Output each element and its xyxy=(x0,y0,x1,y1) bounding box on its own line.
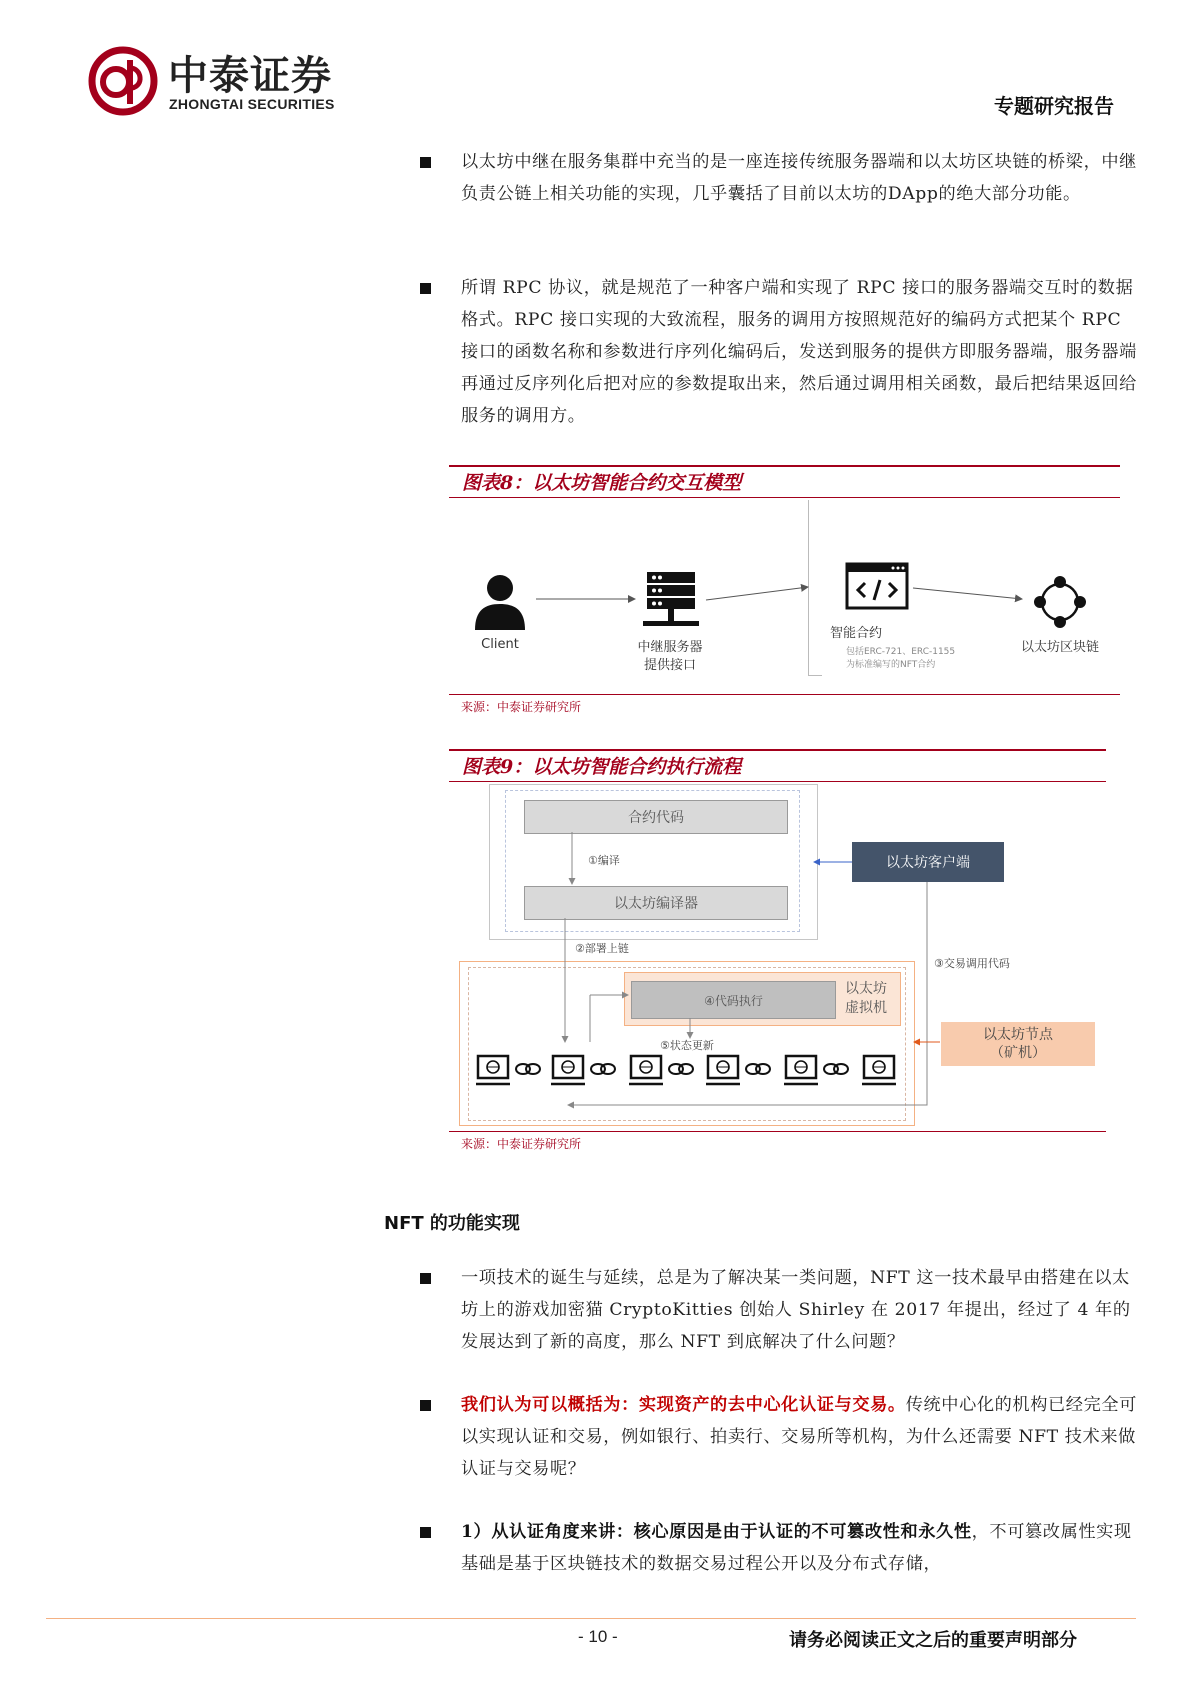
paragraph xyxy=(461,1516,1137,1580)
flow-arrows xyxy=(530,575,1060,615)
block-icon xyxy=(706,1056,740,1084)
contract-label: 智能合约 xyxy=(830,626,883,641)
contract-note: 包括ERC-721、ERC-1155 xyxy=(846,647,956,657)
blockchain-row xyxy=(476,1052,902,1088)
bullet-icon xyxy=(420,1273,431,1284)
logo-emblem-icon xyxy=(88,46,158,116)
client-label: Client xyxy=(481,637,519,652)
bullet-icon xyxy=(420,1527,431,1538)
block-icon xyxy=(629,1056,663,1084)
body-text: ，不可篡改属性实现基础是基于区块链技术的数据交易过程公开以及分布式存储， xyxy=(461,1522,1132,1574)
page-number: - 10 - xyxy=(578,1627,618,1646)
node-label-line: 以太坊节点 xyxy=(983,1027,1053,1043)
bullet-icon xyxy=(420,283,431,294)
relay-label: 中继服务器 xyxy=(637,640,703,655)
highlight-text: 我们认为可以概括为：实现资产的去中心化认证与交易。 xyxy=(461,1395,906,1415)
block-icon xyxy=(784,1056,818,1084)
contract-code-box: 合约代码 xyxy=(524,800,788,834)
figure-source: 来源：中泰证券研究所 xyxy=(461,700,582,714)
body-text: 传统中心化的机构已经完全可以实现认证和交易，例如银行、拍卖行、交易所等机构，为什么还需要 NFT 技术来做认证与交易呢？ xyxy=(461,1395,1137,1479)
figure-rule xyxy=(449,465,1120,467)
figure-rule xyxy=(449,694,1120,695)
footer-note: 请务必阅读正文之后的重要声明部分 xyxy=(789,1630,1077,1651)
contract-note: 为标准编写的NFT合约 xyxy=(846,660,936,670)
figure-rule xyxy=(449,1131,1106,1132)
logo-text-en: ZHONGTAI SECURITIES xyxy=(169,96,335,112)
section-title: NFT 的功能实现 xyxy=(384,1213,520,1234)
figure-source: 来源：中泰证券研究所 xyxy=(461,1137,582,1151)
company-logo xyxy=(88,44,358,122)
node-label-line: （矿机） xyxy=(990,1045,1046,1061)
footer-rule xyxy=(46,1618,1136,1619)
figure-title: 图表8：以太坊智能合约交互模型 xyxy=(462,472,742,494)
bullet-icon xyxy=(420,157,431,168)
step-label: ②部署上链 xyxy=(575,942,629,955)
paragraph: 所谓 RPC 协议，就是规范了一种客户端和实现了 RPC 接口的服务器端交互时的数据格式。RPC 接口实现的大致流程，服务的调用方按照规范好的编码方式把某个 RPC 接口的函数名称和参数进行序列化编码后，发送到服务的提供方即服务器端，服务器端再通过反序列化后把对应的参数提取出来，然后通过调用相关函数，最后把结果返回给服务的调用方。 xyxy=(461,278,1137,426)
block-icon xyxy=(476,1056,510,1084)
step-label: ③交易调用代码 xyxy=(934,957,1010,970)
step-label: ①编译 xyxy=(588,854,620,867)
block-icon xyxy=(862,1056,896,1084)
bold-text: 1）从认证角度来讲：核心原因是由于认证的不可篡改性和永久性 xyxy=(461,1522,972,1542)
evm-label-line: 虚拟机 xyxy=(845,1000,887,1016)
figure-rule xyxy=(449,749,1106,751)
report-type: 专题研究报告 xyxy=(994,94,1114,118)
figure-title: 图表9：以太坊智能合约执行流程 xyxy=(462,756,742,778)
paragraph: 以太坊中继在服务集群中充当的是一座连接传统服务器端和以太坊区块链的桥梁，中继负责公链上相关功能的实现，几乎囊括了目前以太坊的DApp的绝大部分功能。 xyxy=(461,152,1137,204)
logo-text-cn: 中泰证券 xyxy=(168,53,332,99)
paragraph: 一项技术的诞生与延续，总是为了解决某一类问题，NFT 这一技术最早由搭建在以太坊上的游戏加密猫 CryptoKitties 创始人 Shirley 在 2017 年提出，经过了 4 年的发展达到了新的高度，那么 NFT 到底解决了什么问题？ xyxy=(461,1268,1131,1352)
bullet-icon xyxy=(420,1400,431,1411)
figure-rule xyxy=(449,497,1120,498)
chain-label: 以太坊区块链 xyxy=(1020,640,1099,655)
diagram-divider xyxy=(808,675,822,676)
code-exec-box: ④代码执行 xyxy=(631,981,836,1019)
paragraph xyxy=(461,1389,1137,1485)
relay-label: 提供接口 xyxy=(643,658,696,673)
user-icon xyxy=(473,574,527,630)
block-icon xyxy=(551,1056,585,1084)
evm-label-line: 以太坊 xyxy=(845,981,887,997)
step-label: ⑤状态更新 xyxy=(660,1039,714,1052)
eth-client-box: 以太坊客户端 xyxy=(852,842,1004,882)
compiler-box: 以太坊编译器 xyxy=(524,886,788,920)
